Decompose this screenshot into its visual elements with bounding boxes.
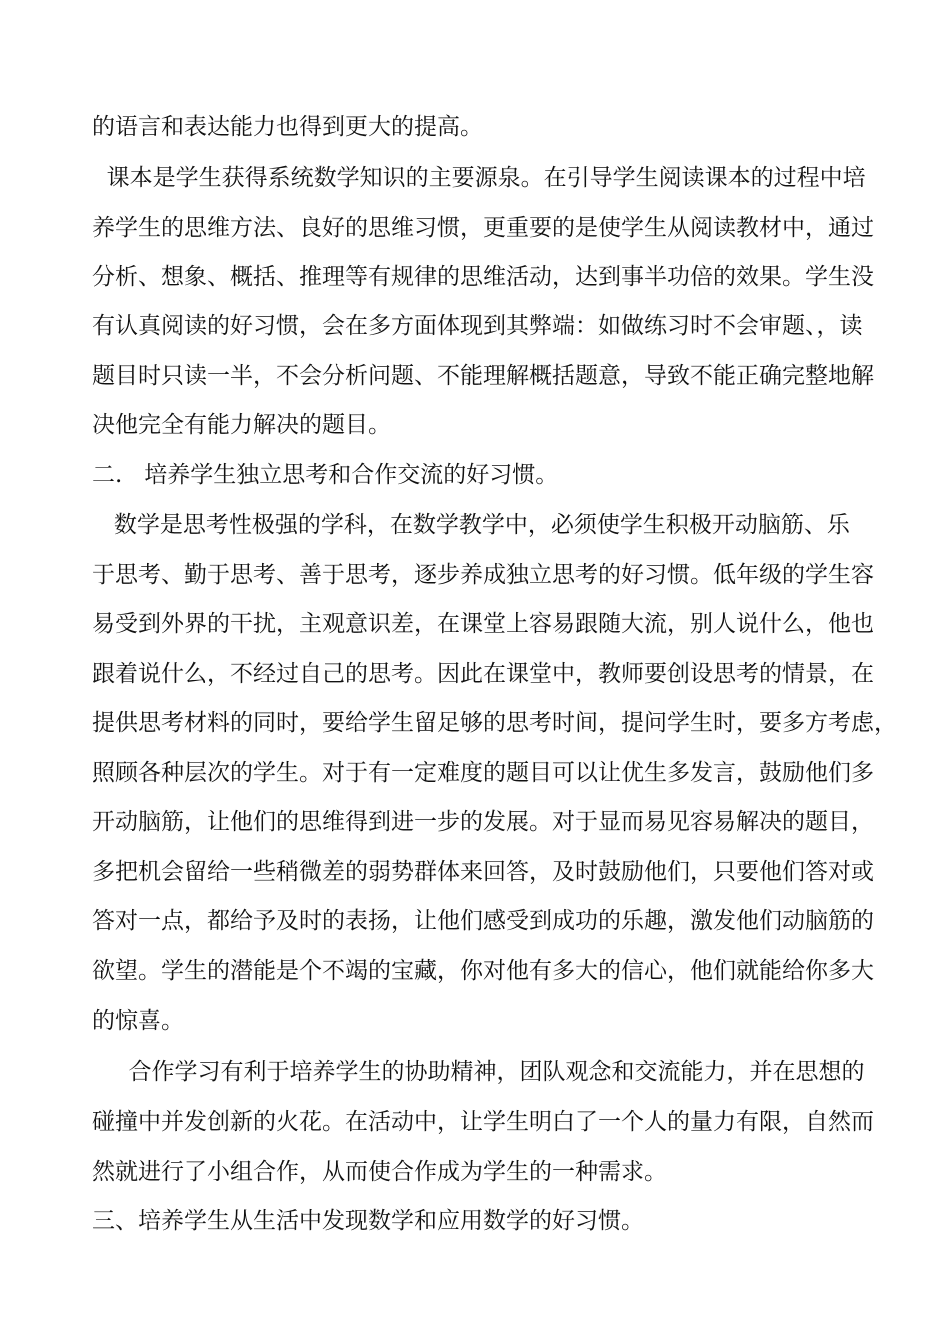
text-line: 课本是学生获得系统数学知识的主要源泉。在引导学生阅读课本的过程中培 <box>92 165 866 191</box>
text-line: 跟着说什么，不经过自己的思考。因此在课堂中，教师要创设思考的情景，在 <box>92 661 874 687</box>
section-heading: 二. 培养学生独立思考和合作交流的好习惯。 <box>92 462 559 488</box>
text-line: 易受到外界的干扰，主观意识差，在课堂上容易跟随大流，别人说什么，他也 <box>92 611 874 637</box>
text-line: 开动脑筋，让他们的思维得到进一步的发展。对于显而易见容易解决的题目， <box>92 809 874 835</box>
text-line: 数学是思考性极强的学科，在数学教学中，必须使学生积极开动脑筋、乐 <box>92 512 850 538</box>
text-line: 然就进行了小组合作，从而使合作成为学生的一种需求。 <box>92 1159 667 1185</box>
text-line: 于思考、勤于思考、善于思考，逐步养成独立思考的好习惯。低年级的学生容 <box>92 562 874 588</box>
text-line: 答对一点，都给予及时的表扬，让他们感受到成功的乐趣，激发他们动脑筋的 <box>92 908 874 934</box>
text-line: 多把机会留给一些稍微差的弱势群体来回答，及时鼓励他们，只要他们答对或 <box>92 859 874 885</box>
text-line: 决他完全有能力解决的题目。 <box>92 412 391 438</box>
text-line: 题目时只读一半，不会分析问题、不能理解概括题意，导致不能正确完整地解 <box>92 363 874 389</box>
section-heading: 三、培养学生从生活中发现数学和应用数学的好习惯。 <box>92 1208 644 1234</box>
text-line: 的语言和表达能力也得到更大的提高。 <box>92 114 483 140</box>
text-line: 合作学习有利于培养学生的协助精神，团队观念和交流能力，并在思想的 <box>92 1059 865 1085</box>
text-line: 碰撞中并发创新的火花。在活动中，让学生明白了一个人的量力有限，自然而 <box>92 1109 874 1135</box>
text-line: 欲望。学生的潜能是个不竭的宝藏，你对他有多大的信心，他们就能给你多大 <box>92 958 874 984</box>
text-line: 提供思考材料的同时，要给学生留足够的思考时间，提问学生时，要多方考虑， <box>92 710 897 736</box>
text-line: 养学生的思维方法、良好的思维习惯，更重要的是使学生从阅读教材中，通过 <box>92 215 874 241</box>
text-line: 有认真阅读的好习惯，会在多方面体现到其弊端：如做练习时不会审题、，读 <box>92 313 863 339</box>
text-line: 分析、想象、概括、推理等有规律的思维活动，达到事半功倍的效果。学生没 <box>92 264 874 290</box>
text-line: 照顾各种层次的学生。对于有一定难度的题目可以让优生多发言，鼓励他们多 <box>92 760 874 786</box>
text-line: 的惊喜。 <box>92 1008 184 1034</box>
